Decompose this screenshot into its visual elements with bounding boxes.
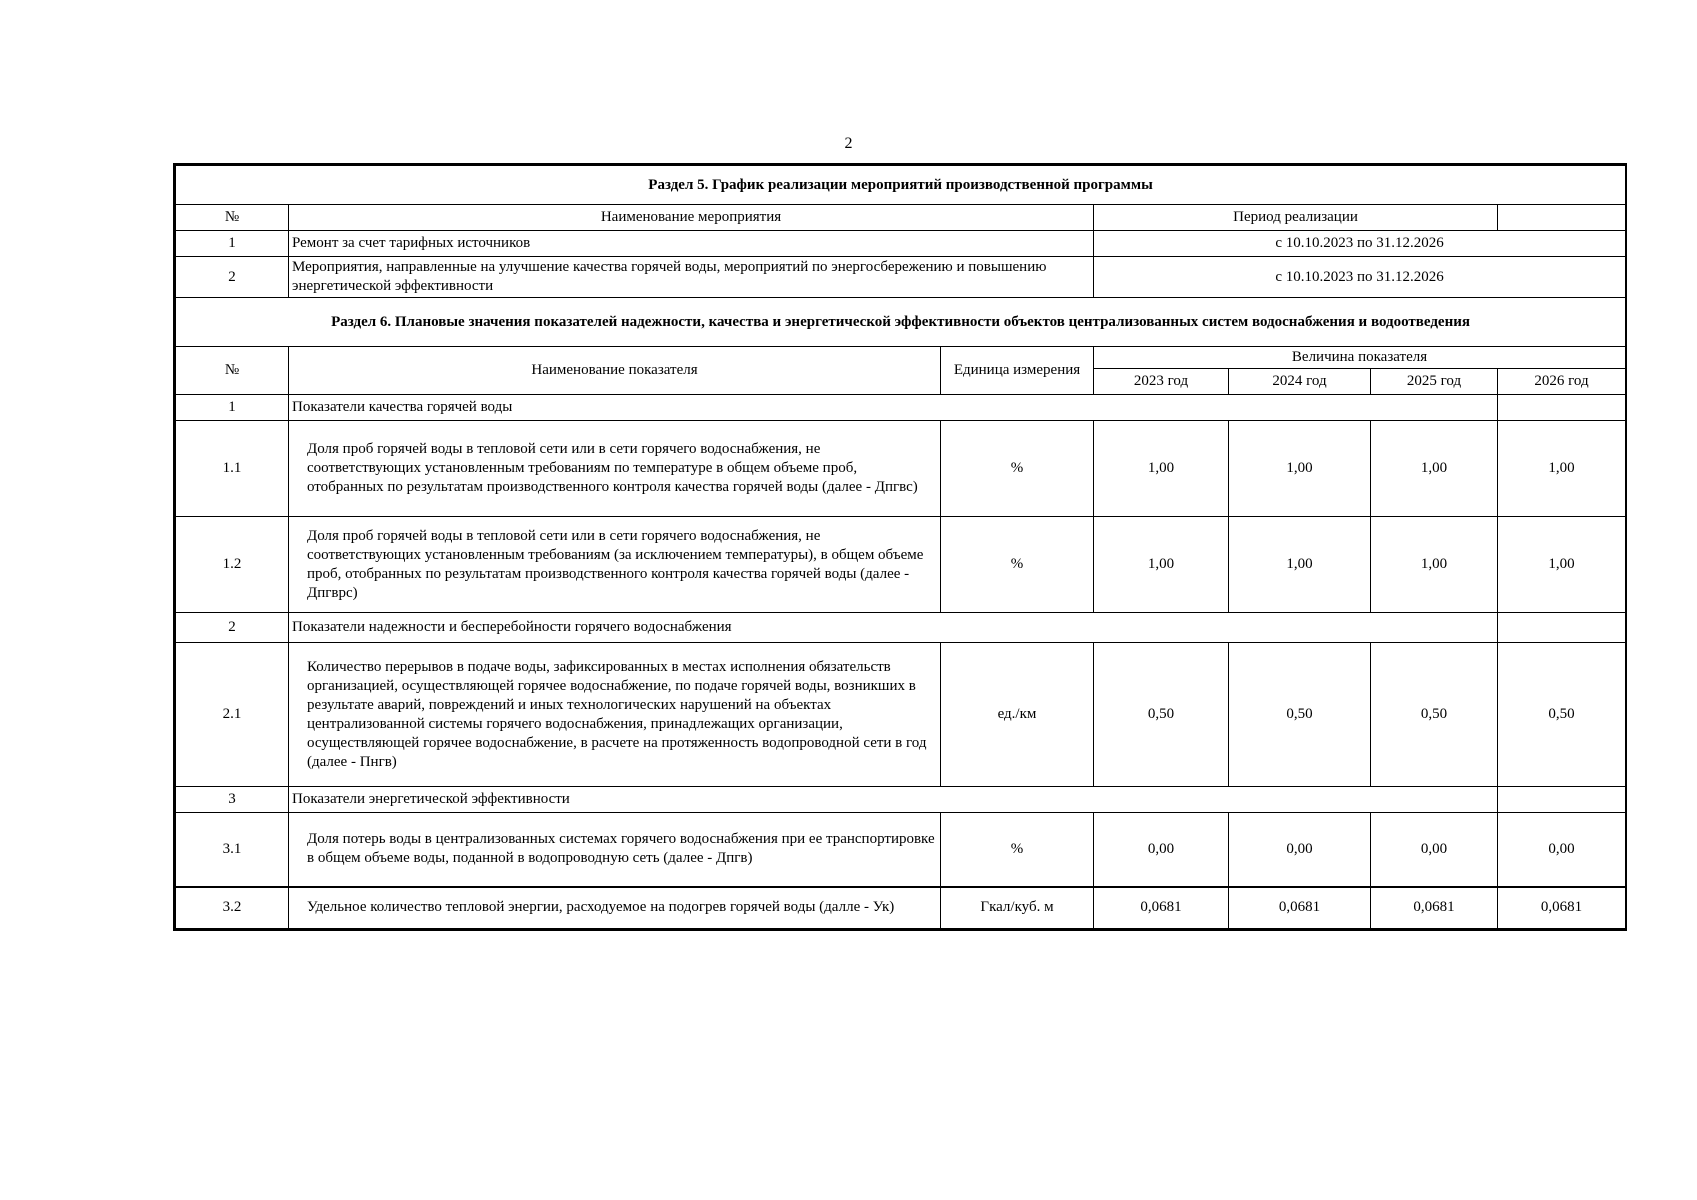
indicator-name: Доля проб горячей воды в тепловой сети или в сети горячего водоснабжения, не соответствующих установленным требованиям (за исключением температуры), в общем объеме проб, отобранных по результатам производственного контроля качества горячей воды (далее - Дпгврс) (289, 517, 941, 613)
program-table (175, 165, 1626, 929)
indicator-value: 0,0681 (1229, 887, 1371, 929)
indicator-name: Доля потерь воды в централизованных системах горячего водоснабжения при ее транспортировке в общем объеме воды, поданной в водопроводную сеть (далее - Дпгв) (289, 813, 941, 887)
indicator-value: 1,00 (1229, 517, 1371, 613)
indicator-name: Удельное количество тепловой энергии, расходуемое на подогрев горячей воды (далле - Ук) (289, 887, 941, 929)
document-table-frame (173, 163, 1627, 931)
group-row (176, 787, 1626, 813)
section5-title: Раздел 5. График реализации мероприятий производственной программы (176, 166, 1626, 205)
section5-row-name: Ремонт за счет тарифных источников (289, 231, 1094, 257)
indicator-value: 0,00 (1498, 813, 1626, 887)
indicator-value: 0,00 (1094, 813, 1229, 887)
indicator-value: 1,00 (1094, 421, 1229, 517)
section5-row-num: 2 (176, 257, 289, 298)
group-empty-cell (1498, 395, 1626, 421)
indicator-value: 0,50 (1371, 643, 1498, 787)
section5-row (176, 231, 1626, 257)
indicator-num: 1.2 (176, 517, 289, 613)
section5-header-row (176, 205, 1626, 231)
section5-header-empty (1498, 205, 1626, 231)
section6-title: Раздел 6. Плановые значения показателей надежности, качества и энергетической эффективности объектов централизованных систем водоснабжения и водоотведения (176, 298, 1626, 347)
indicator-value: 1,00 (1498, 517, 1626, 613)
page-number: 2 (844, 135, 853, 152)
group-num: 3 (176, 787, 289, 813)
indicator-value: 1,00 (1094, 517, 1229, 613)
group-row (176, 395, 1626, 421)
group-empty-cell (1498, 613, 1626, 643)
year-header: 2024 год (1229, 369, 1371, 395)
section6-title-row (176, 298, 1626, 347)
indicator-row (176, 887, 1626, 929)
indicator-value: 0,50 (1094, 643, 1229, 787)
indicator-num: 3.1 (176, 813, 289, 887)
section6-header-num: № (176, 347, 289, 395)
section6-header-value-group: Величина показателя (1094, 347, 1626, 369)
indicator-row (176, 813, 1626, 887)
section5-title-row (176, 166, 1626, 205)
section5-row-period: с 10.10.2023 по 31.12.2026 (1094, 257, 1626, 298)
indicator-row (176, 643, 1626, 787)
section5-row-num: 1 (176, 231, 289, 257)
indicator-value: 0,50 (1498, 643, 1626, 787)
indicator-value: 0,0681 (1371, 887, 1498, 929)
indicator-value: 1,00 (1498, 421, 1626, 517)
indicator-name: Доля проб горячей воды в тепловой сети или в сети горячего водоснабжения, не соответствующих установленным требованиям по температуре в общем объеме проб, отобранных по результатам производственного контроля качества горячей воды (далее - Дпгвс) (289, 421, 941, 517)
indicator-unit: % (941, 813, 1094, 887)
indicator-row (176, 421, 1626, 517)
group-num: 2 (176, 613, 289, 643)
indicator-unit: Гкал/куб. м (941, 887, 1094, 929)
section6-header-unit: Единица измерения (941, 347, 1094, 395)
year-header: 2026 год (1498, 369, 1626, 395)
section5-header-name: Наименование мероприятия (289, 205, 1094, 231)
group-name: Показатели качества горячей воды (289, 395, 1498, 421)
indicator-unit: % (941, 517, 1094, 613)
group-empty-cell (1498, 787, 1626, 813)
group-name: Показатели энергетической эффективности (289, 787, 1498, 813)
indicator-value: 0,50 (1229, 643, 1371, 787)
indicator-num: 3.2 (176, 887, 289, 929)
section6-header-row (176, 347, 1626, 369)
indicator-name: Количество перерывов в подаче воды, зафиксированных в местах исполнения обязательств организацией, осуществляющей горячее водоснабжение, по подаче горячей воды, возникших в результате аварий, повреждений и иных технологических нарушений на объектах централизованной системы горячего водоснабжения, принадлежащих организации, осуществляющей горячее водоснабжение, в расчете на протяженность водопроводной сети в год (далее - Пнгв) (289, 643, 941, 787)
section5-row-period: с 10.10.2023 по 31.12.2026 (1094, 231, 1626, 257)
section5-header-period: Период реализации (1094, 205, 1498, 231)
group-num: 1 (176, 395, 289, 421)
indicator-value: 0,00 (1229, 813, 1371, 887)
indicator-num: 2.1 (176, 643, 289, 787)
section5-row (176, 257, 1626, 298)
year-header: 2025 год (1371, 369, 1498, 395)
group-name: Показатели надежности и бесперебойности горячего водоснабжения (289, 613, 1498, 643)
indicator-value: 0,0681 (1094, 887, 1229, 929)
group-row (176, 613, 1626, 643)
section6-header-name: Наименование показателя (289, 347, 941, 395)
indicator-num: 1.1 (176, 421, 289, 517)
indicator-unit: ед./км (941, 643, 1094, 787)
indicator-value: 1,00 (1371, 517, 1498, 613)
indicator-row (176, 517, 1626, 613)
indicator-value: 0,0681 (1498, 887, 1626, 929)
indicator-value: 0,00 (1371, 813, 1498, 887)
section5-header-num: № (176, 205, 289, 231)
indicator-unit: % (941, 421, 1094, 517)
indicator-value: 1,00 (1371, 421, 1498, 517)
section5-row-name: Мероприятия, направленные на улучшение качества горячей воды, мероприятий по энергосбережению и повышению энергетической эффективности (289, 257, 1094, 298)
year-header: 2023 год (1094, 369, 1229, 395)
indicator-value: 1,00 (1229, 421, 1371, 517)
